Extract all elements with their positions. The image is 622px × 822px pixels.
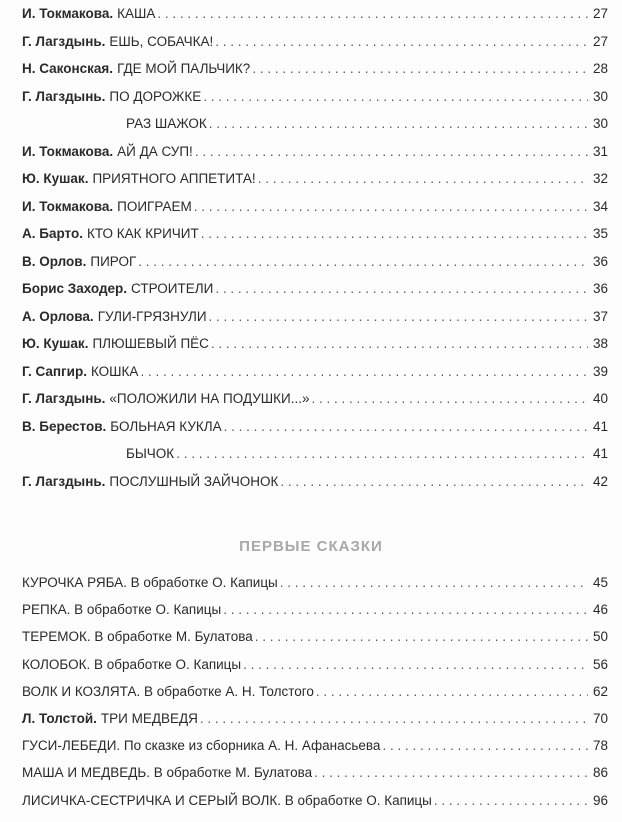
entry-title: ПОСЛУШНЫЙ ЗАЙЧОНОК: [109, 473, 279, 489]
dot-leader: [314, 762, 588, 784]
entry-title: ГУЛИ-ГРЯЗНУЛИ: [97, 308, 207, 324]
dot-leader: [224, 416, 588, 438]
dot-leader: [211, 333, 588, 355]
dot-leader: [194, 196, 588, 218]
entry-title: ТЕРЕМОК. В обработке М. Булатова: [22, 629, 253, 645]
dot-leader: [201, 223, 588, 245]
entry-page-number: 78: [592, 738, 608, 754]
dot-leader: [382, 735, 588, 757]
entry-author: И. Токмакова.: [22, 6, 114, 21]
dot-leader: [280, 572, 588, 594]
toc-entry: [22, 471, 608, 499]
entry-page-number: 62: [592, 683, 608, 699]
entry-title: ПО ДОРОЖКЕ: [109, 88, 202, 104]
entry-page-number: 30: [592, 88, 608, 104]
entry-author: В. Орлов.: [22, 253, 87, 269]
entry-title: БЫЧОК: [126, 446, 175, 461]
toc-entry: [22, 626, 608, 653]
toc-entry: [22, 86, 608, 114]
entry-title: МАША И МЕДВЕДЬ. В обработке М. Булатова: [22, 765, 313, 781]
toc-entry: [22, 113, 608, 141]
dot-leader: [138, 251, 588, 273]
entry-author: Ю. Кушак.: [22, 336, 89, 351]
entry-title: КТО КАК КРИЧИТ: [86, 226, 199, 241]
toc-entry: [22, 681, 608, 708]
dot-leader: [195, 141, 588, 163]
entry-title: ГУСИ-ЛЕБЕДИ. По сказке из сборника А. Н. Афанасьева: [22, 738, 381, 754]
toc-entry: [22, 223, 608, 251]
toc-entry: [22, 306, 608, 334]
entry-page-number: 96: [592, 792, 608, 808]
entry-author: Н. Саконская.: [22, 61, 114, 76]
toc-entry: [22, 416, 608, 444]
entry-page-number: 70: [592, 710, 608, 726]
toc-entry: [22, 790, 608, 817]
entry-author: Г. Лагздынь.: [22, 88, 106, 104]
dot-leader: [200, 708, 588, 730]
dot-leader: [209, 306, 588, 328]
entry-page-number: 56: [592, 656, 608, 672]
dot-leader: [252, 58, 588, 80]
entry-author: Г. Сапгир.: [22, 363, 87, 379]
entry-page-number: 39: [592, 363, 608, 379]
entry-page-number: 45: [592, 575, 608, 590]
toc-section-fairy-tales: [22, 572, 608, 817]
toc-entry: [22, 735, 608, 762]
dot-leader: [157, 3, 588, 25]
toc-entry: [22, 251, 608, 279]
toc-entry: [22, 361, 608, 389]
toc-entry: [22, 58, 608, 86]
entry-title: ЕШЬ, СОБАЧКА!: [109, 33, 214, 49]
entry-author: И. Токмакова.: [22, 198, 114, 214]
toc-entry: [22, 762, 608, 789]
toc-entry: [22, 708, 608, 735]
toc-entry: [22, 572, 608, 599]
entry-title: БОЛЬНАЯ КУКЛА: [110, 418, 222, 434]
entry-page-number: 40: [592, 391, 608, 406]
entry-page-number: 31: [592, 143, 608, 159]
entry-page-number: 41: [592, 446, 608, 461]
entry-page-number: 36: [592, 281, 608, 296]
entry-title: ГДЕ МОЙ ПАЛЬЧИК?: [117, 61, 251, 76]
entry-author: Г. Лагздынь.: [22, 391, 106, 406]
dot-leader: [203, 86, 588, 108]
entry-author: И. Токмакова.: [22, 143, 114, 159]
entry-author: Л. Толстой.: [22, 710, 97, 726]
toc-entry: [22, 599, 608, 626]
toc-entry: [22, 168, 608, 196]
toc-entry: [22, 654, 608, 681]
entry-page-number: 35: [592, 226, 608, 241]
entry-page-number: 46: [592, 602, 608, 618]
dot-leader: [243, 654, 588, 676]
entry-author: Борис Заходер.: [22, 281, 128, 296]
dot-leader: [280, 471, 588, 493]
entry-title: ТРИ МЕДВЕДЯ: [100, 710, 198, 726]
toc-entry: [22, 278, 608, 306]
dot-leader: [140, 361, 588, 383]
section-heading: ПЕРВЫЕ СКАЗКИ: [239, 538, 383, 555]
toc-entry: [22, 333, 608, 361]
dot-leader: [215, 278, 588, 300]
entry-title: ВОЛК И КОЗЛЯТА. В обработке А. Н. Толстого: [22, 683, 314, 699]
entry-title: КАША: [117, 6, 156, 21]
dot-leader: [312, 388, 588, 410]
entry-title: КОШКА: [90, 363, 139, 379]
dot-leader: [316, 681, 588, 703]
entry-page-number: 50: [592, 629, 608, 645]
entry-page-number: 34: [592, 198, 608, 214]
entry-author: Г. Лагздынь.: [22, 473, 106, 489]
entry-title: АЙ ДА СУП!: [117, 143, 193, 159]
entry-title: РЕПКА. В обработке О. Капицы: [22, 602, 222, 618]
entry-author: Г. Лагздынь.: [22, 33, 106, 49]
toc-entry: [22, 141, 608, 169]
toc-section-poems: [22, 3, 608, 498]
entry-page-number: 38: [592, 336, 608, 351]
entry-title: ПРИЯТНОГО АППЕТИТА!: [92, 171, 256, 186]
dot-leader: [176, 443, 588, 465]
entry-page-number: 42: [592, 473, 608, 489]
dot-leader: [255, 626, 588, 648]
entry-title: ЛИСИЧКА-СЕСТРИЧКА И СЕРЫЙ ВОЛК. В обработке О. Капицы: [22, 792, 432, 808]
entry-title: РАЗ ШАЖОК: [126, 116, 207, 131]
entry-page-number: 41: [592, 418, 608, 434]
entry-page-number: 32: [592, 171, 608, 186]
entry-page-number: 86: [592, 765, 608, 781]
entry-author: В. Берестов.: [22, 418, 107, 434]
entry-title: ПИРОГ: [90, 253, 137, 269]
dot-leader: [258, 168, 588, 190]
entry-page-number: 27: [592, 6, 608, 21]
toc-entry: [22, 31, 608, 59]
toc-entry: [22, 196, 608, 224]
dot-leader: [223, 599, 588, 621]
entry-title: СТРОИТЕЛИ: [131, 281, 214, 296]
toc-entry: [22, 3, 608, 31]
entry-page-number: 27: [592, 33, 608, 49]
entry-page-number: 28: [592, 61, 608, 76]
entry-page-number: 30: [592, 116, 608, 131]
entry-page-number: 37: [592, 308, 608, 324]
toc-entry: [22, 388, 608, 416]
entry-title: «ПОЛОЖИЛИ НА ПОДУШКИ...»: [109, 391, 310, 406]
entry-page-number: 36: [592, 253, 608, 269]
toc-entry: [22, 443, 608, 471]
entry-title: ПЛЮШЕВЫЙ ПЁС: [92, 336, 209, 351]
entry-author: А. Орлова.: [22, 308, 94, 324]
entry-author: А. Барто.: [22, 226, 83, 241]
entry-author: Ю. Кушак.: [22, 171, 89, 186]
entry-title: КУРОЧКА РЯБА. В обработке О. Капицы: [22, 575, 278, 590]
dot-leader: [434, 790, 588, 812]
dot-leader: [215, 31, 588, 53]
entry-title: КОЛОБОК. В обработке О. Капицы: [22, 656, 242, 672]
dot-leader: [209, 113, 588, 135]
entry-title: ПОИГРАЕМ: [117, 198, 192, 214]
